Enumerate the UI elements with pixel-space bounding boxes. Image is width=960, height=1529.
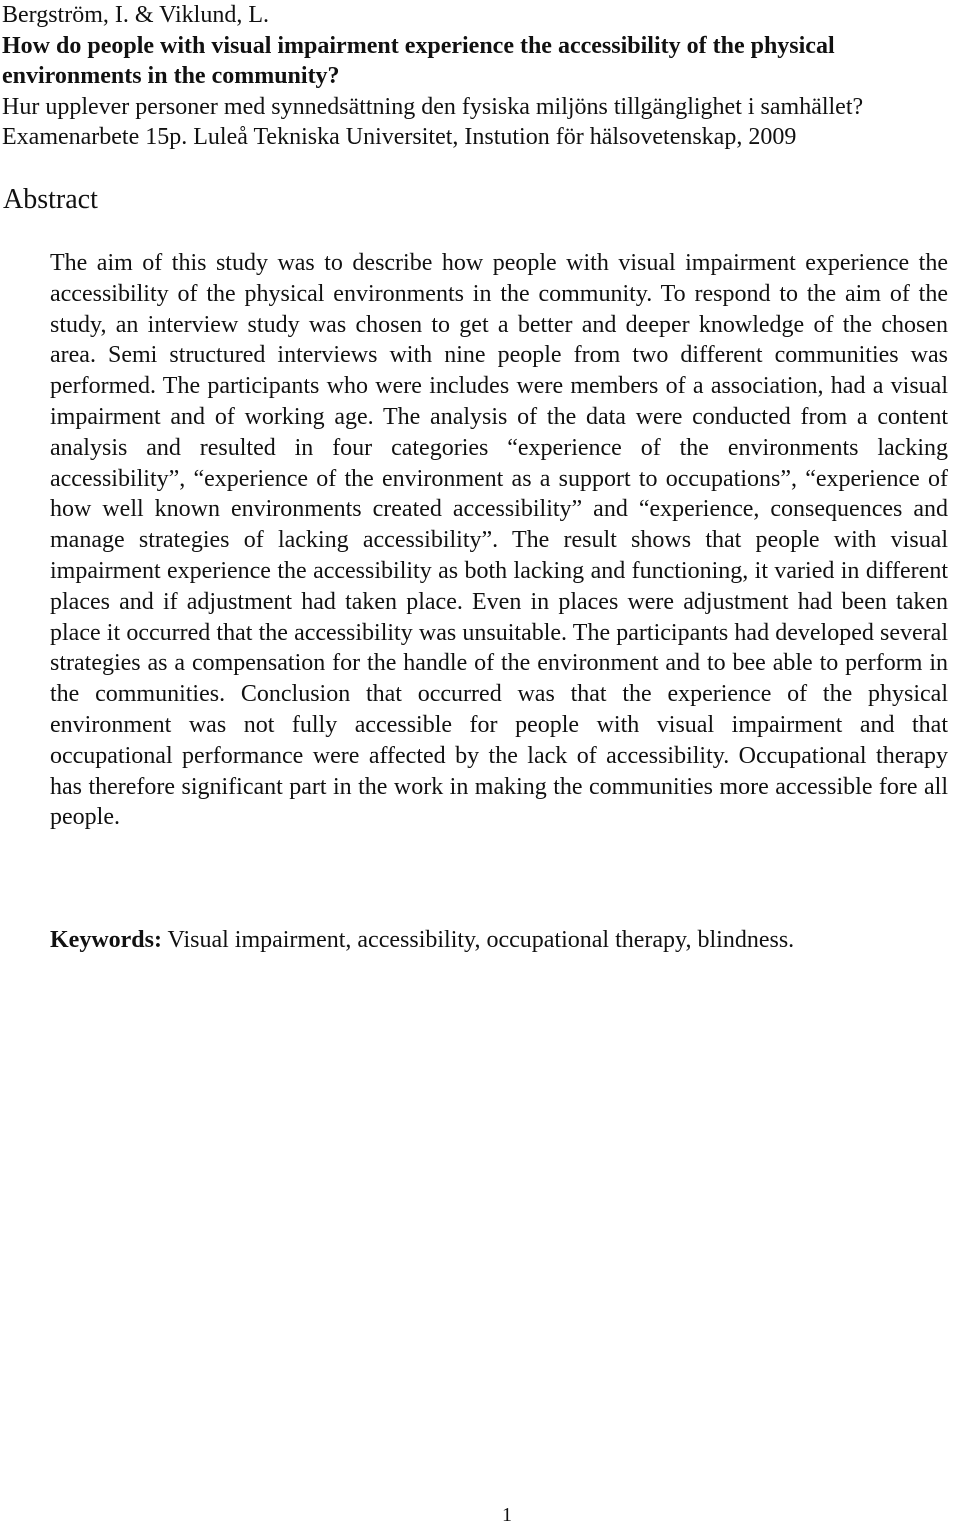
swedish-title: Hur upplever personer med synnedsättning den fysiska miljöns tillgänglighet i samhället?	[2, 93, 864, 120]
abstract-body: The aim of this study was to describe how people with visual impairment experience the accessibility of the physical environments in the community. To respond to the aim of the study, an interview study was chosen to get a better and deeper knowledge of the chosen area. Semi structured interviews with nine people from two different communities was performed. The participants who were includes were members of a association, had a visual impairment and of working age. The analysis of the data were conducted from a content analysis and resulted in four categories “experience of the environments lacking accessibility”, “experience of the environment as a support to occupations”, “experience of how well known environments created accessibility” and “experience, consequences and manage strategies of lacking accessibility”. The result shows that people with visual impairment experience the accessibility as both lacking and functioning, it varied in different places and if adjustment had taken place. Even in places were adjustment had been taken place it occurred that the accessibility was unsuitable. The participants had developed several strategies as a compensation for the handle of the environment and to bee able to perform in the communities. Conclusion that occurred was that the experience of the physical environment was not fully accessible for people with visual impairment and that occupational performance were affected by the lack of accessibility. Occupational therapy has therefore significant part in the work in making the communities more accessible fore all people.	[50, 250, 948, 831]
page-number: 1	[502, 1504, 512, 1526]
thesis-citation: Examenarbete 15p. Luleå Tekniska Universitet, Instution för hälsovetenskap, 2009	[2, 124, 797, 150]
keywords-text: Visual impairment, accessibility, occupational therapy, blindness.	[161, 927, 795, 953]
authors: Bergström, I. & Viklund, L.	[2, 2, 269, 28]
keywords-label: Keywords:	[50, 927, 162, 953]
document-header	[2, 0, 952, 153]
abstract-heading: Abstract	[3, 184, 98, 215]
keywords-line	[50, 925, 948, 956]
english-title: How do people with visual impairment experience the accessibility of the physical environments in the community?	[2, 32, 835, 89]
